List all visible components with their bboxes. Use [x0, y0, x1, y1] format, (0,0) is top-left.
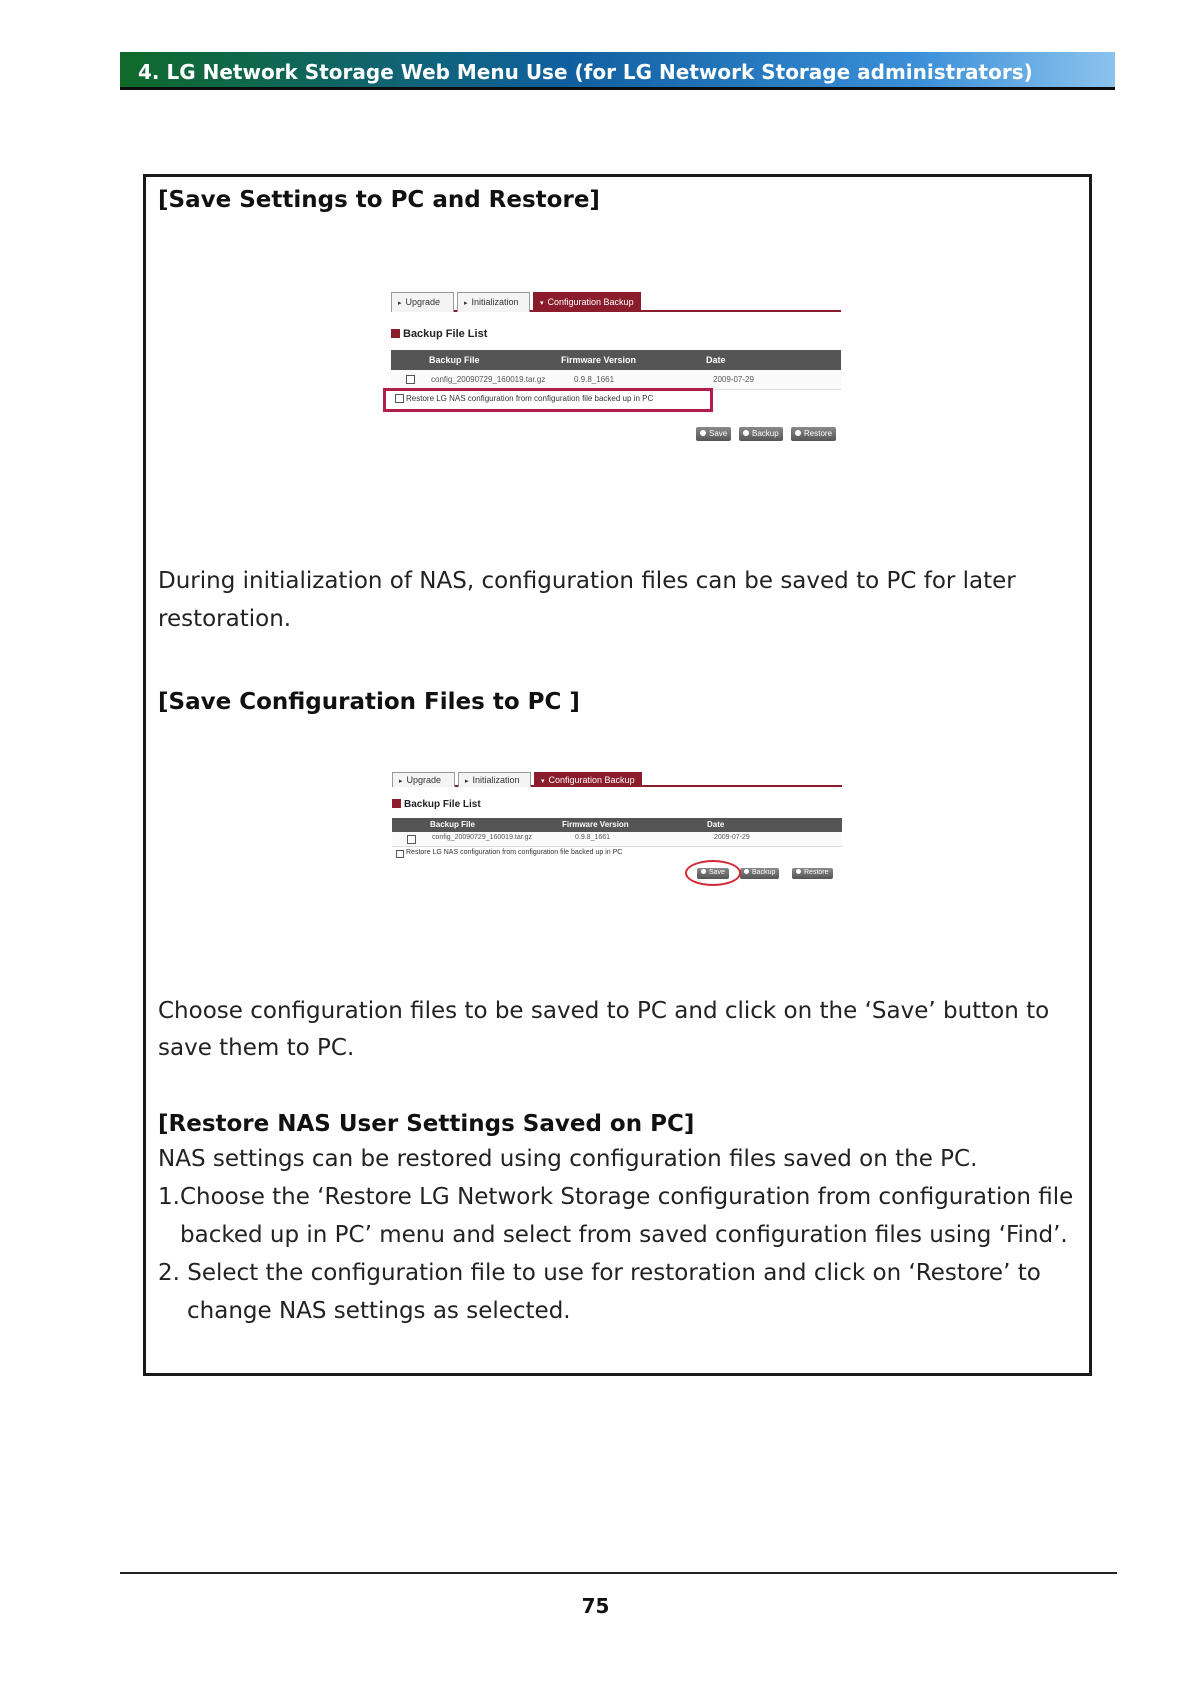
column-firmware-version: Firmware Version [561, 355, 637, 365]
restore-button[interactable]: Restore [791, 427, 836, 441]
tab-strip [392, 772, 842, 787]
intro-line-2: restoration. [158, 606, 292, 632]
screenshot-config-backup-1 [391, 292, 841, 462]
table-row [392, 832, 842, 847]
tab-upgrade[interactable]: ▸ Upgrade [392, 772, 455, 787]
choose-line-2: save them to PC. [158, 1035, 355, 1061]
list-bullet-icon [391, 329, 400, 338]
tab-configuration-backup[interactable]: ▾ Configuration Backup [534, 772, 642, 787]
tab-initialization[interactable]: ▸ Initialization [457, 292, 530, 312]
table-header [391, 350, 841, 370]
chapter-header-bar [120, 52, 1115, 90]
choose-line-1: Choose configuration files to be saved to PC and click on the ‘Save’ button to [158, 998, 1050, 1024]
backup-button[interactable]: Backup [739, 427, 783, 441]
row-file-name: config_20090729_160019.tar.gz [431, 375, 546, 384]
row-firmware: 0.9.8_1661 [575, 834, 611, 841]
row-date: 2009-07-29 [714, 834, 750, 841]
backup-icon [744, 869, 749, 874]
restore-step-1a: 1.Choose the ‘Restore LG Network Storage configuration from configuration file [158, 1184, 1074, 1210]
restore-option-label: Restore LG NAS configuration from configuration file backed up in PC [406, 849, 623, 856]
content-frame [143, 174, 1092, 1376]
restore-checkbox[interactable] [396, 850, 404, 858]
restore-option-label: Restore LG NAS configuration from configuration file backed up in PC [406, 394, 654, 403]
backup-button[interactable]: Backup [740, 868, 779, 879]
save-button[interactable]: Save [696, 427, 731, 441]
column-firmware-version: Firmware Version [562, 820, 629, 829]
restore-icon [796, 869, 801, 874]
save-button[interactable]: Save [697, 868, 729, 879]
restore-step-2a: 2. Select the configuration file to use for restoration and click on ‘Restore’ to [158, 1260, 1041, 1286]
highlight-save-button [685, 860, 741, 886]
tab-upgrade[interactable]: ▸ Upgrade [391, 292, 454, 312]
row-file-name: config_20090729_160019.tar.gz [432, 834, 533, 841]
row-checkbox[interactable] [406, 375, 415, 384]
restore-step-1b: backed up in PC’ menu and select from saved configuration files using ‘Find’. [180, 1222, 1068, 1248]
highlight-restore-option [383, 388, 713, 412]
backup-file-list-title: Backup File List [392, 799, 481, 810]
screenshot-config-backup-2 [392, 772, 842, 892]
section-heading-save-files: [Save Configuration Files to PC ] [158, 689, 580, 715]
tab-initialization[interactable]: ▸ Initialization [458, 772, 531, 787]
restore-icon [795, 430, 801, 436]
intro-line-1: During initialization of NAS, configuration files can be saved to PC for later [158, 568, 1016, 594]
restore-step-2b: change NAS settings as selected. [187, 1298, 571, 1324]
tab-configuration-backup[interactable]: ▾ Configuration Backup [533, 292, 641, 312]
restore-button[interactable]: Restore [792, 868, 833, 879]
row-checkbox[interactable] [407, 835, 416, 844]
list-bullet-icon [392, 799, 401, 808]
section-heading-restore: [Restore NAS User Settings Saved on PC] [158, 1111, 695, 1137]
table-row [391, 370, 841, 390]
chapter-title: 4. LG Network Storage Web Menu Use (for LG Network Storage administrators) [138, 60, 1033, 84]
column-backup-file: Backup File [430, 820, 475, 829]
page-number: 75 [581, 1594, 610, 1618]
tab-strip [391, 292, 841, 312]
table-header [392, 818, 842, 832]
section-heading-save-restore: [Save Settings to PC and Restore] [158, 187, 600, 213]
restore-line-1: NAS settings can be restored using configuration files saved on the PC. [158, 1146, 978, 1172]
column-backup-file: Backup File [429, 355, 480, 365]
save-icon [700, 430, 706, 436]
backup-icon [743, 430, 749, 436]
footer-divider [120, 1572, 1117, 1574]
row-date: 2009-07-29 [713, 375, 754, 384]
column-date: Date [706, 355, 726, 365]
backup-file-list-title: Backup File List [391, 328, 487, 340]
column-date: Date [707, 820, 725, 829]
row-firmware: 0.9.8_1661 [574, 375, 615, 384]
